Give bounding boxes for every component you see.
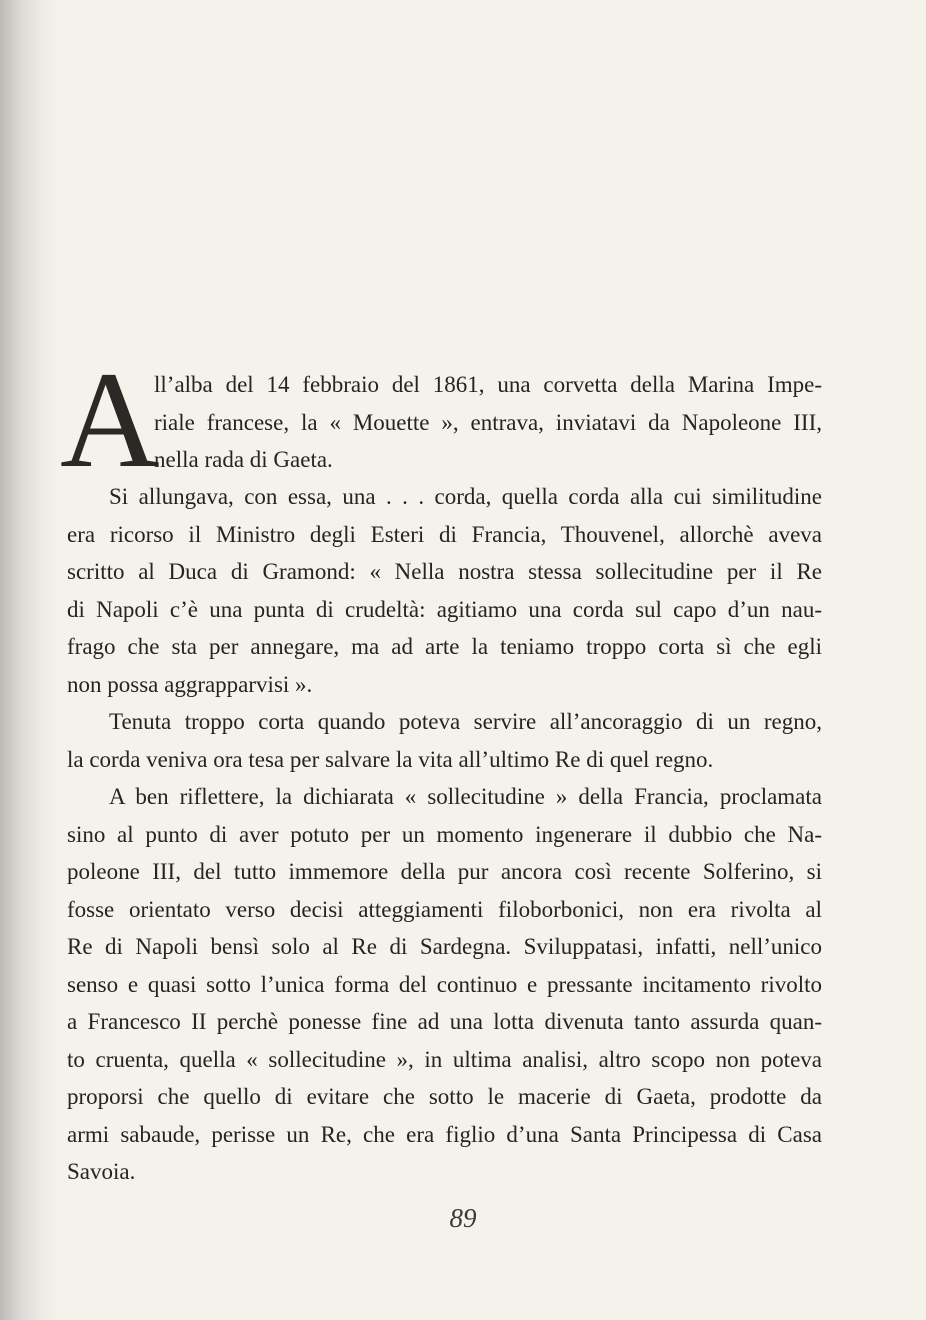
binding-shadow	[0, 0, 60, 1320]
opening-paragraph	[60, 343, 822, 496]
paragraph-tenuta	[67, 703, 822, 778]
opening-paragraph-lines	[154, 366, 822, 479]
body-text	[60, 343, 822, 1191]
paragraph-corda	[67, 478, 822, 703]
text-line: armi sabaude, perisse un Re, che era figlio d’una Santa Principessa di Casa	[67, 1121, 822, 1147]
text-line: ll’alba del 14 febbraio del 1861, una corvetta della Marina Impe-	[154, 372, 822, 397]
drop-cap: A	[60, 343, 160, 496]
text-line: senso e quasi sotto l’unica forma del continuo e pressante incitamento rivolto	[67, 971, 822, 997]
text-line: Re di Napoli bensì solo al Re di Sardegna. Sviluppatasi, infatti, nell’unico	[67, 934, 822, 959]
paragraph-sollecitudine	[67, 778, 822, 1191]
text-line: nella rada di Gaeta.	[154, 447, 333, 472]
text-line: to cruenta, quella « sollecitudine », in ultima analisi, altro scopo non poteva	[67, 1046, 822, 1072]
text-line: frago che sta per annegare, ma ad arte la teniamo troppo corta sì che egli	[67, 634, 822, 659]
text-line: proporsi che quello di evitare che sotto le macerie di Gaeta, prodotte da	[67, 1084, 822, 1109]
text-line: scritto al Duca di Gramond: « Nella nostra stessa sollecitudine per il Re	[67, 559, 822, 584]
text-line: la corda veniva ora tesa per salvare la vita all’ultimo Re di quel regno.	[67, 746, 714, 772]
text-line: a Francesco II perchè ponesse fine ad una lotta divenuta tanto assurda quan-	[67, 1009, 822, 1034]
page-number: 89	[449, 1203, 477, 1233]
text-line: non possa aggrapparvisi ».	[67, 671, 313, 697]
text-line: di Napoli c’è una punta di crudeltà: agitiamo una corda sul capo d’un nau-	[67, 596, 822, 622]
text-line: sino al punto di aver potuto per un momento ingenerare il dubbio che Na-	[67, 821, 822, 847]
text-line: A ben riflettere, la dichiarata « sollecitudine » della Francia, proclamata	[109, 784, 822, 809]
text-line: poleone III, del tutto immemore della pur ancora così recente Solferino, si	[67, 859, 822, 884]
text-line: riale francese, la « Mouette », entrava, inviatavi da Napoleone III,	[154, 409, 822, 435]
text-line: era ricorso il Ministro degli Esteri di Francia, Thouvenel, allorchè aveva	[67, 521, 822, 547]
text-line: Tenuta troppo corta quando poteva servire all’ancoraggio di un regno,	[109, 709, 822, 734]
text-line: fosse orientato verso decisi atteggiamenti filoborbonici, non era rivolta al	[67, 896, 822, 922]
text-line: Si allungava, con essa, una . . . corda, quella corda alla cui similitudine	[109, 484, 822, 509]
text-line: Savoia.	[67, 1159, 136, 1184]
